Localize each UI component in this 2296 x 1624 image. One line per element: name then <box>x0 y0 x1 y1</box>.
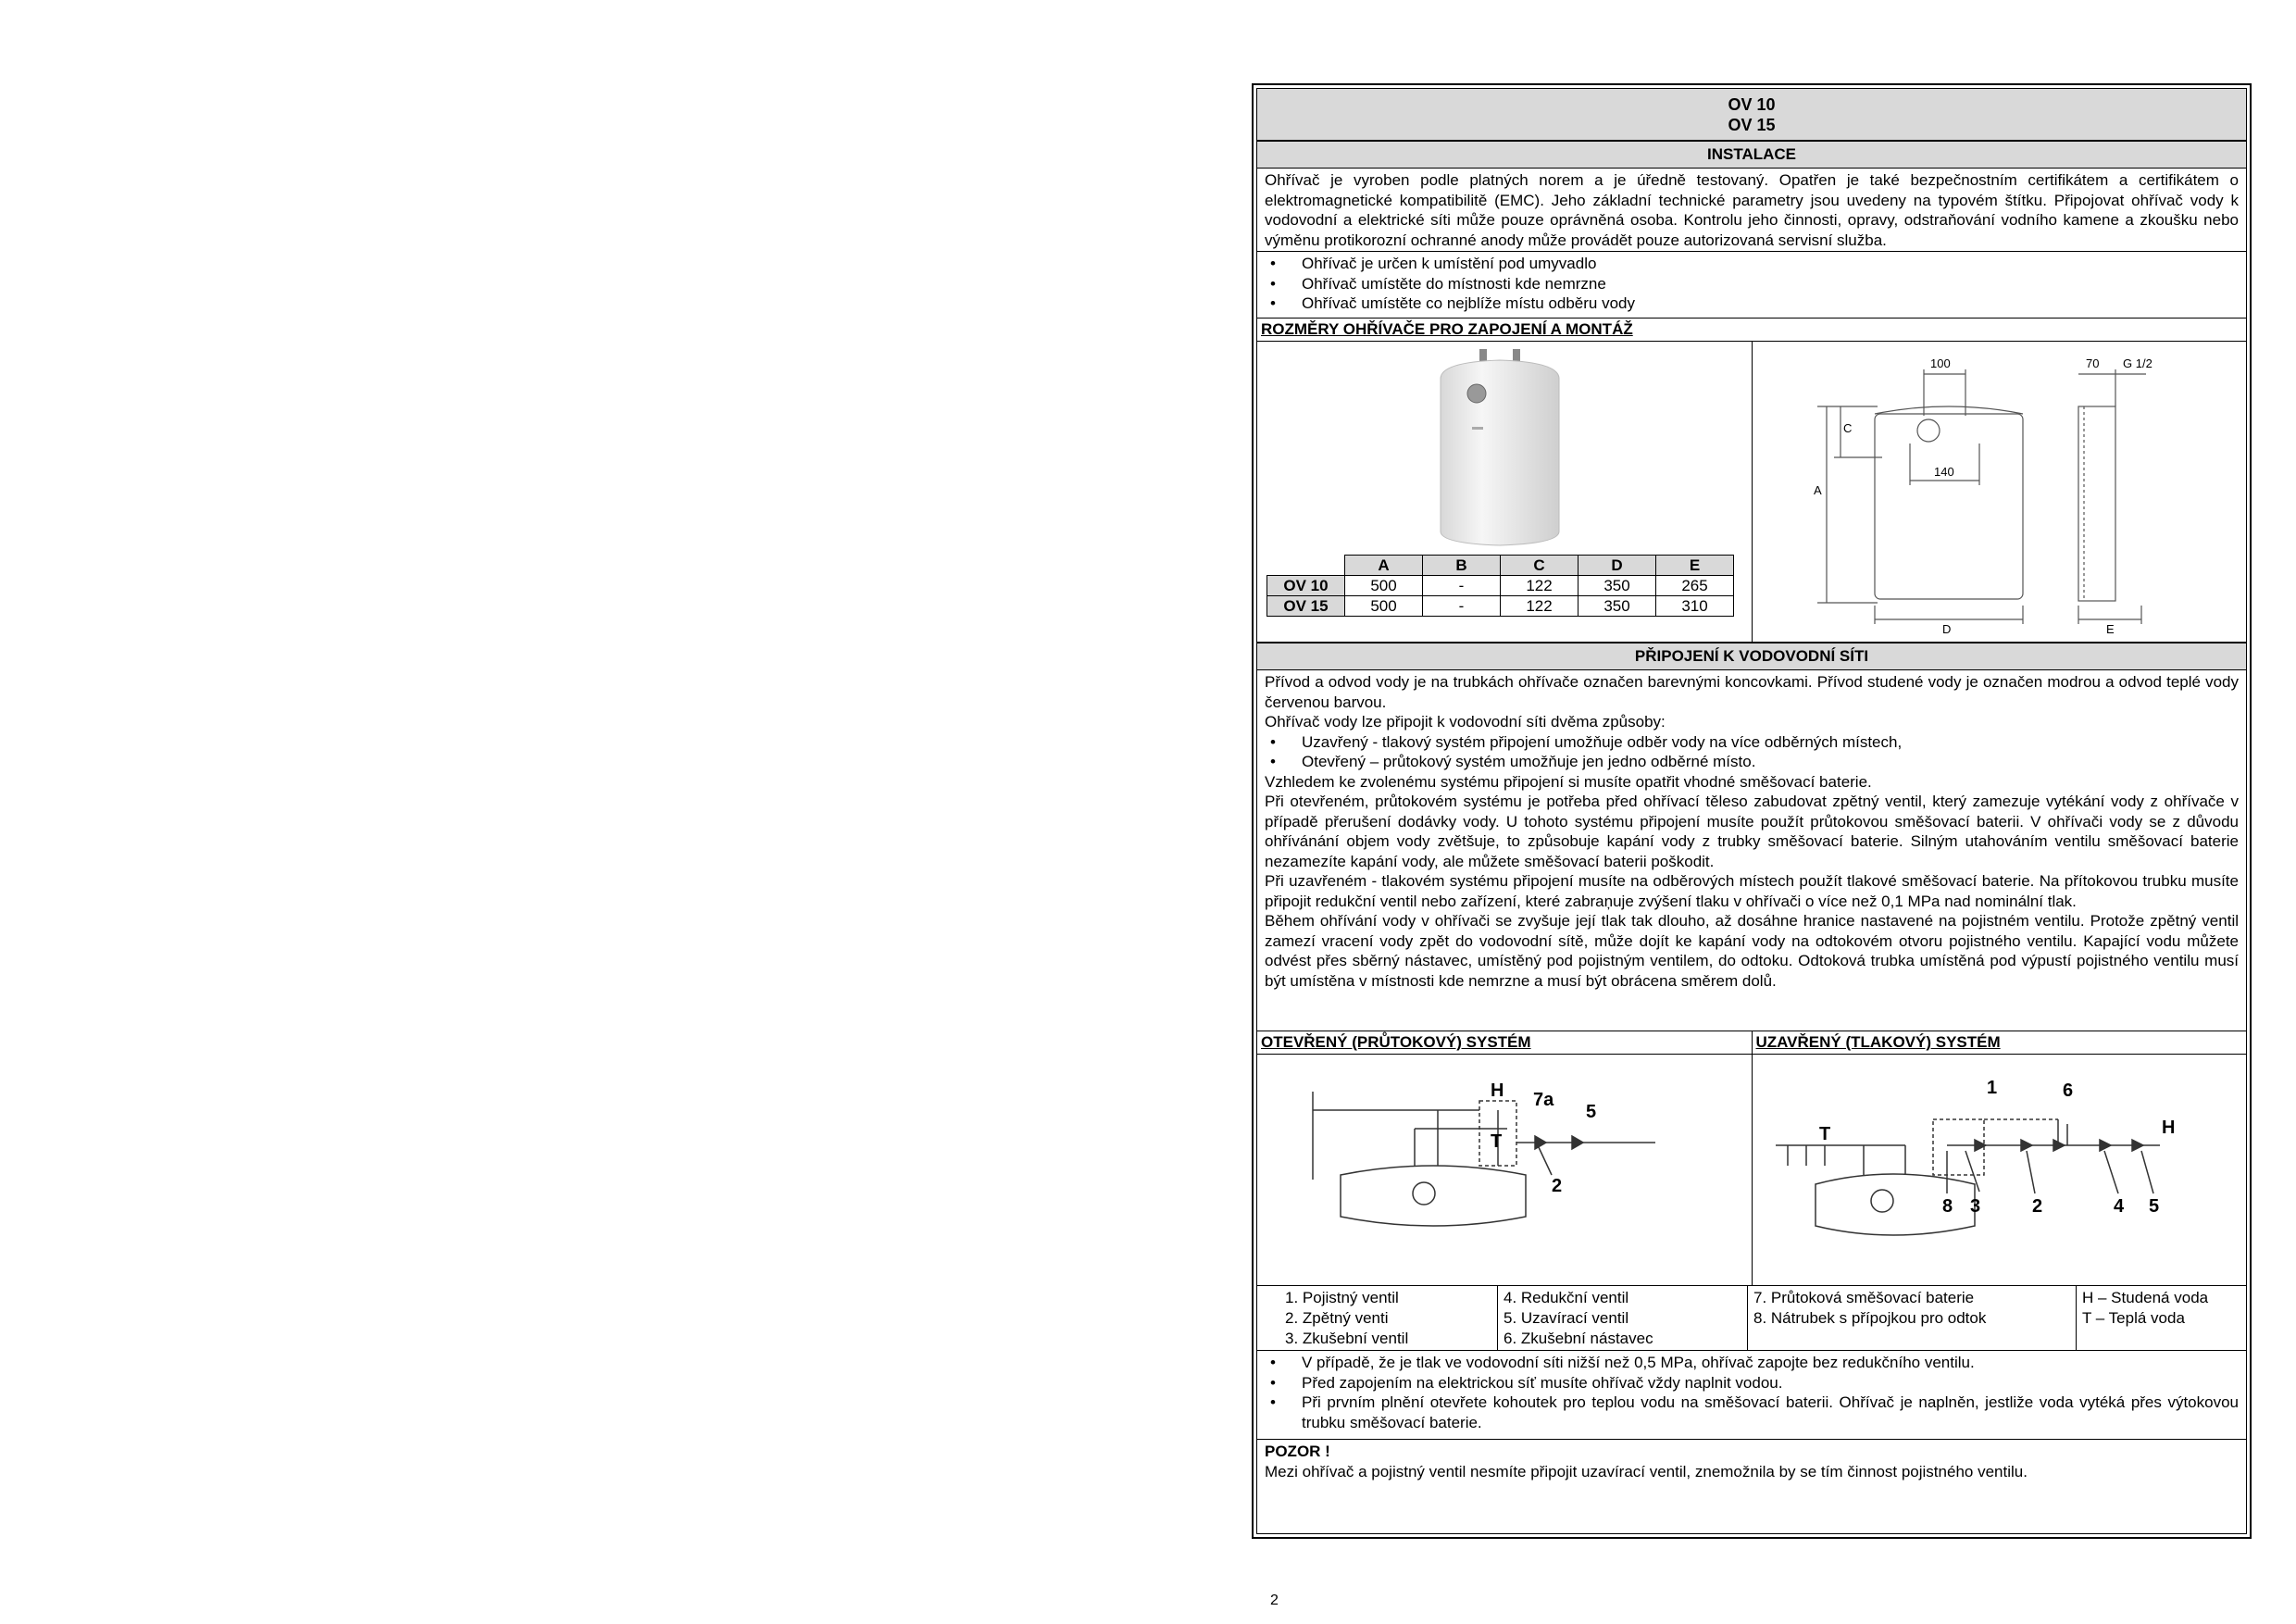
list-item: • Uzavřený - tlakový systém připojení umožňuje odběr vody na více odběrných místech, <box>1265 732 2239 753</box>
open-system-diagram <box>1257 1055 1752 1285</box>
model-ov15: OV 15 <box>1728 116 1776 134</box>
label-c: C <box>1842 421 1852 435</box>
table-header-row <box>1267 556 1734 576</box>
label-a: A <box>1813 483 1822 497</box>
col-b: B <box>1423 556 1501 576</box>
closed-label-2: 2 <box>2031 1196 2042 1217</box>
col-a: A <box>1345 556 1423 576</box>
col-c: C <box>1501 556 1578 576</box>
legend-col-3: 7. Průtoková směšovací baterie 8. Nátrubek s přípojkou pro odtok <box>1748 1286 2077 1350</box>
dimensions-heading: ROZMĚRY OHŘÍVAČE PRO ZAPOJENÍ A MONTÁŽ <box>1257 319 2246 342</box>
water-p3: Vzhledem ke zvolenému systému připojení si musíte opatřit vhodné směšovací baterie. <box>1265 772 1872 791</box>
warning-title: POZOR ! <box>1265 1443 1330 1460</box>
section-installation-heading: INSTALACE <box>1257 141 2246 169</box>
heater-photo <box>1257 342 1748 555</box>
list-item: • Otevřený – průtokový systém umožňuje jen jedno odběrné místo. <box>1265 752 2239 772</box>
heater-body <box>1441 360 1559 545</box>
list-item: • Před zapojením na elektrickou síť musíte ohřívač vždy naplnit vodou. <box>1265 1373 2239 1393</box>
water-p1: Přívod a odvod vody je na trubkách ohřívače označen barevnými koncovkami. Přívod studené vody je označen modrou a odvod teplé vody červenou barvou. <box>1265 673 2239 711</box>
closed-system-diagram <box>1752 1055 2247 1285</box>
closed-system-heading: UZAVŘENÝ (TLAKOVÝ) SYSTÉM <box>1752 1031 2247 1056</box>
list-item: • V případě, že je tlak ve vodovodní síti nižší než 0,5 MPa, ohřívač zapojte bez redukčního ventilu. <box>1265 1353 2239 1373</box>
closed-label-h: H <box>2161 1118 2175 1138</box>
label-100: 100 <box>1929 356 1951 370</box>
col-d: D <box>1578 556 1656 576</box>
label-d: D <box>1941 622 1951 636</box>
document-page <box>1252 83 2252 1539</box>
legend <box>1257 1286 2246 1351</box>
legend-col-4: H – Studená voda T – Teplá voda <box>2082 1289 2209 1327</box>
table-row: OV 15 500 - 122 350 310 <box>1267 596 1734 617</box>
legend-col-2: 4. Redukční ventil 5. Uzavírací ventil 6. Zkušební nástavec <box>1498 1286 1748 1350</box>
list-item: • Ohřívač umístěte do místnosti kde nemrzne <box>1265 274 2239 294</box>
page-number: 2 <box>1270 1593 1279 1608</box>
systems-diagrams <box>1257 1055 2246 1286</box>
water-p6: Během ohřívání vody v ohřívači se zvyšuje její tlak tak dlouho, až dosáhne hranice nastavené na pojistném ventilu. Protože zpětný ventil zamezí vracení vody zpět do vodovodní sítě, může dojít ke kapání vody na odtokovém otvoru pojistného ventilu. Kapající vodu můžete odvést přes sběrný nástavec, umístěný pod pojistným ventilem, do odtoku. Odtoková trubka umístěná pod výpustí pojistného ventilu musí být umístěna v místnosti kde nemrzne a musí být obrácena směrem dolů. <box>1265 912 2239 990</box>
closed-label-3: 3 <box>1969 1196 1980 1217</box>
closed-label-6: 6 <box>2062 1081 2073 1101</box>
col-e: E <box>1656 556 1734 576</box>
open-label-h: H <box>1491 1081 1504 1101</box>
dimension-drawing-panel <box>1752 342 2247 642</box>
list-item: • Ohřívač umístěte co nejblíže místu odběru vody <box>1265 294 2239 314</box>
open-label-7a: 7a <box>1533 1090 1554 1110</box>
warning-text: Mezi ohřívač a pojistný ventil nesmíte připojit uzavírací ventil, znemožnila by se tím činnost pojistného ventilu. <box>1265 1462 2028 1480</box>
warning-box <box>1257 1440 2246 1495</box>
open-system-heading: OTEVŘENÝ (PRŮTOKOVÝ) SYSTÉM <box>1261 1033 1531 1051</box>
model-ov10: OV 10 <box>1728 95 1776 114</box>
heater-photo-panel <box>1257 342 1752 642</box>
label-70: 70 <box>2085 356 2099 370</box>
closed-label-8: 8 <box>1941 1196 1953 1217</box>
dimensions-table <box>1267 555 1734 617</box>
label-140: 140 <box>1933 465 1954 479</box>
closed-label-t: T <box>1818 1124 1830 1144</box>
closed-label-1: 1 <box>1986 1078 1997 1098</box>
label-g12: G 1/2 <box>2122 356 2152 370</box>
water-p5: Při uzavřeném - tlakovém systému připojení musíte na odběrových místech použít tlakové směšovací baterie. Na přítokovou trubku musíte připojit redukční ventil nebo zařízení, které zabraņuje zvýšení tlaku v ohřívači o více než 0,1 MPa nad nominální tlak. <box>1265 872 2239 910</box>
installation-intro: Ohřívač je vyroben podle platných norem a je úředně testovaný. Opatřen je také bezpečnostním certifikátem a certifikátem o elektromagnetické kompatibilitě (EMC). Jeho základní technické parametry jsou uvedeny na typovém štítku. Připojovat ohřívač vody k vodovodní a elektrické síti může pouze oprávněná osoba. Kontrolu jeho činnosti, opravy, odstraňování vodního kamene a zkoušku nebo výměnu protikorozní ochranné anody může provádět pouze autorizovaná servisní služba. <box>1257 169 2246 252</box>
systems-headings <box>1257 1031 2246 1055</box>
notes-list <box>1257 1351 2246 1440</box>
dimension-drawing <box>1753 342 2245 638</box>
open-label-2: 2 <box>1552 1176 1563 1196</box>
dimensions-figure-row <box>1257 342 2246 643</box>
closed-label-5: 5 <box>2148 1196 2159 1217</box>
thermostat-knob-icon <box>1467 384 1486 403</box>
list-item: • Ohřívač je určen k umístění pod umyvadlo <box>1265 254 2239 274</box>
section-water-heading: PŘIPOJENÍ K VODOVODNÍ SÍTI <box>1257 643 2246 670</box>
open-label-t: T <box>1491 1131 1503 1152</box>
closed-label-4: 4 <box>2113 1196 2124 1217</box>
label-e: E <box>2105 622 2115 636</box>
legend-col-1: 1. Pojistný ventil 2. Zpětný venti 3. Zkušební ventil <box>1257 1286 1498 1350</box>
open-label-5: 5 <box>1586 1102 1597 1122</box>
model-title <box>1257 89 2246 141</box>
table-row: OV 10 500 - 122 350 265 <box>1267 576 1734 596</box>
water-p2: Ohřívač vody lze připojit k vodovodní síti dvěma způsoby: <box>1265 713 1666 731</box>
water-p4: Při otevřeném, průtokovém systému je potřeba před ohřívací těleso zabudovat zpětný ventil, který zamezuje vytékání vody z ohřívače v případě přerušení dodávky vody. U tohoto systému připojení musíte použít průtokovou směšovací baterii. V ohřívači vody se z důvodu ohřívánání objem vody zvětšuje, to způsobuje kapání vody z trubky směšovací baterie. Silným utahováním ventilu směšovací baterie nezamezíte kapání vody, ale můžete směšovací baterii poškodit. <box>1265 793 2239 870</box>
list-item: • Při prvním plnění otevřete kohoutek pro teplou vodu na směšovací baterii. Ohřívač je naplněn, jestliže voda vytéká přes výtokovou trubku směšovací baterie. <box>1265 1393 2239 1432</box>
water-connection-text <box>1257 670 2246 1031</box>
installation-bullets <box>1257 252 2246 319</box>
brand-mark <box>1472 427 1483 430</box>
